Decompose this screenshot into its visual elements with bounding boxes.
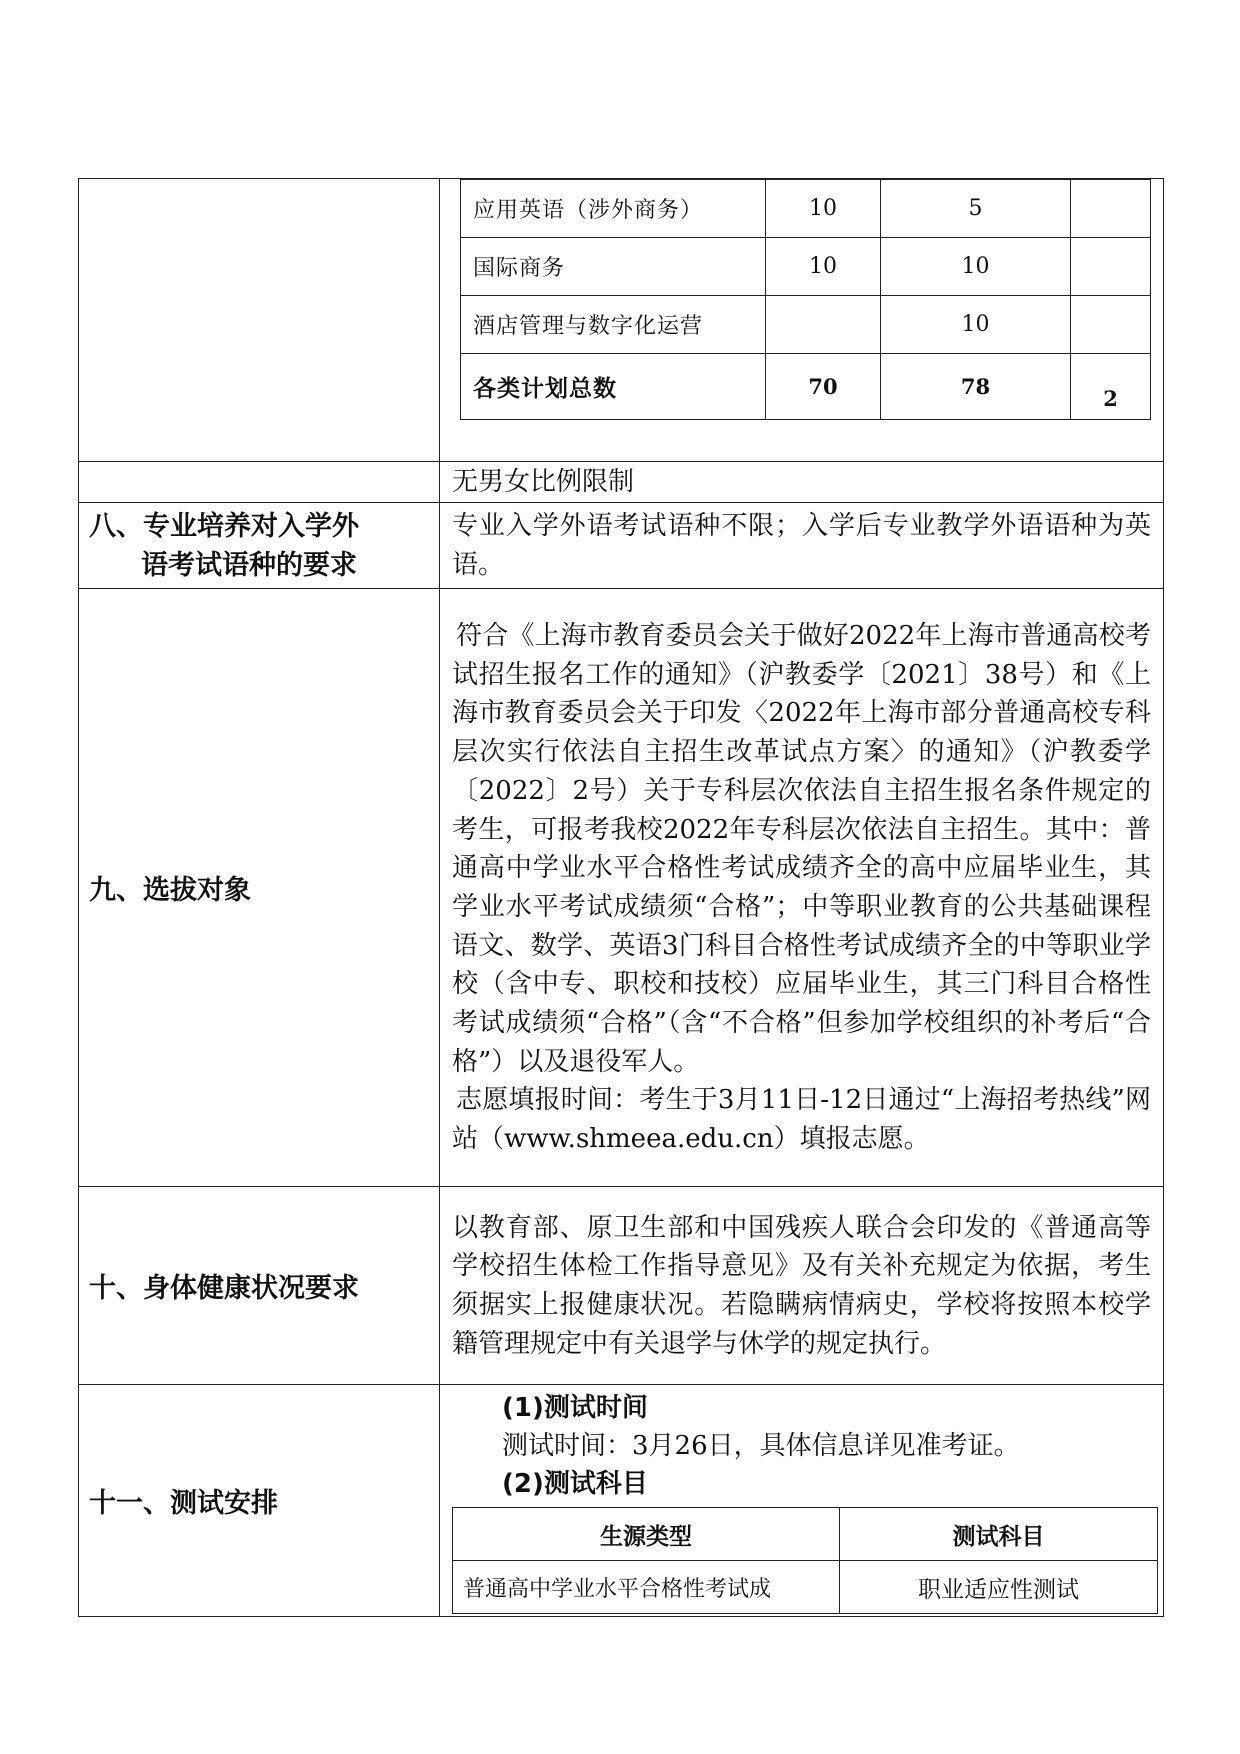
col-header-source-type: 生源类型: [453, 1508, 840, 1561]
section10-content: 以教育部、原卫生部和中国残疾人联合会印发的《普通高等学校招生体检工作指导意见》及有关补充规定为依据，考生须据实上报健康状况。若隐瞒病情病史，学校将按照本校学籍管理规定中有关退学与休学的规定执行。: [440, 1187, 1164, 1385]
plan-row: [461, 238, 1151, 296]
section8-content: 专业入学外语考试语种不限；入学后专业教学外语语种为英语。: [440, 503, 1164, 589]
admission-info-table: [78, 178, 1164, 1617]
test-subject-cell: 职业适应性测试: [840, 1561, 1158, 1614]
total-label: 各类计划总数: [461, 354, 766, 420]
empty-label-cell: [79, 462, 440, 503]
test-time-heading: (1)测试时间: [502, 1393, 648, 1424]
major-name: 酒店管理与数字化运营: [461, 296, 766, 354]
plan-count: 5: [881, 180, 1071, 238]
major-name: 国际商务: [461, 238, 766, 296]
plan-count: 10: [881, 238, 1071, 296]
col-header-test-subject: 测试科目: [840, 1508, 1158, 1561]
total-count: 2: [1071, 354, 1151, 420]
plan-row: [461, 296, 1151, 354]
plan-count: 10: [766, 238, 881, 296]
enrollment-plan-table: [460, 179, 1151, 420]
section9-content: [440, 589, 1164, 1187]
total-count: 70: [766, 354, 881, 420]
plan-count: [1071, 180, 1151, 238]
subject-table-row: [453, 1561, 1158, 1614]
plan-count: 10: [881, 296, 1071, 354]
plan-count: [1071, 296, 1151, 354]
plan-total-row: [461, 354, 1151, 420]
section11-label: 十一、测试安排: [79, 1385, 440, 1617]
test-subject-heading: (2)测试科目: [502, 1469, 648, 1500]
section10-label: 十、身体健康状况要求: [79, 1187, 440, 1385]
test-time-text: 测试时间：3月26日，具体信息详见准考证。: [502, 1431, 1020, 1462]
section8-label-line1: 八、专业培养对入学外: [89, 510, 359, 542]
total-count: 78: [881, 354, 1071, 420]
section9-label: 九、选拔对象: [79, 589, 440, 1187]
subject-table-header: [453, 1508, 1158, 1561]
plan-cell: [440, 179, 1164, 462]
plan-count: 10: [766, 180, 881, 238]
section9-eligibility-text: 符合《上海市教育委员会关于做好2022年上海市普通高校考试招生报名工作的通知》（沪教委学〔2021〕38号）和《上海市教育委员会关于印发〈2022年上海市部分普通高校专科层次实行依法自主招生改革试点方案〉的通知》（沪教委学〔2022〕2号）关于专科层次依法自主招生报名条件规定的考生，可报考我校2022年专科层次依法自主招生。其中：普通高中学业水平合格性考试成绩齐全的高中应届毕业生，其学业水平考试成绩须“合格”；中等职业教育的公共基础课程语文、数学、英语3门科目合格性考试成绩齐全的中等职业学校（含中专、职校和技校）应届毕业生，其三门科目合格性考试成绩须“合格”（含“不合格”但参加学校组织的补考后“合格”）以及退役军人。: [452, 620, 1151, 1077]
plan-row: [461, 180, 1151, 238]
source-type-cell: 普通高中学业水平合格性考试成: [453, 1561, 840, 1614]
plan-count: [766, 296, 881, 354]
gender-note: 无男女比例限制: [440, 462, 1164, 503]
major-name: 应用英语（涉外商务）: [461, 180, 766, 238]
test-subject-table: [452, 1507, 1158, 1614]
section9-volunteer-text: 志愿填报时间：考生于3月11日-12日通过“上海招考热线”网站（www.shmeea.edu.cn）填报志愿。: [452, 1085, 1151, 1155]
plan-count: [1071, 238, 1151, 296]
empty-label-cell: [79, 179, 440, 462]
section8-label: [79, 503, 440, 589]
section8-label-line2: 语考试语种的要求: [141, 549, 357, 581]
section11-content: [440, 1385, 1164, 1617]
